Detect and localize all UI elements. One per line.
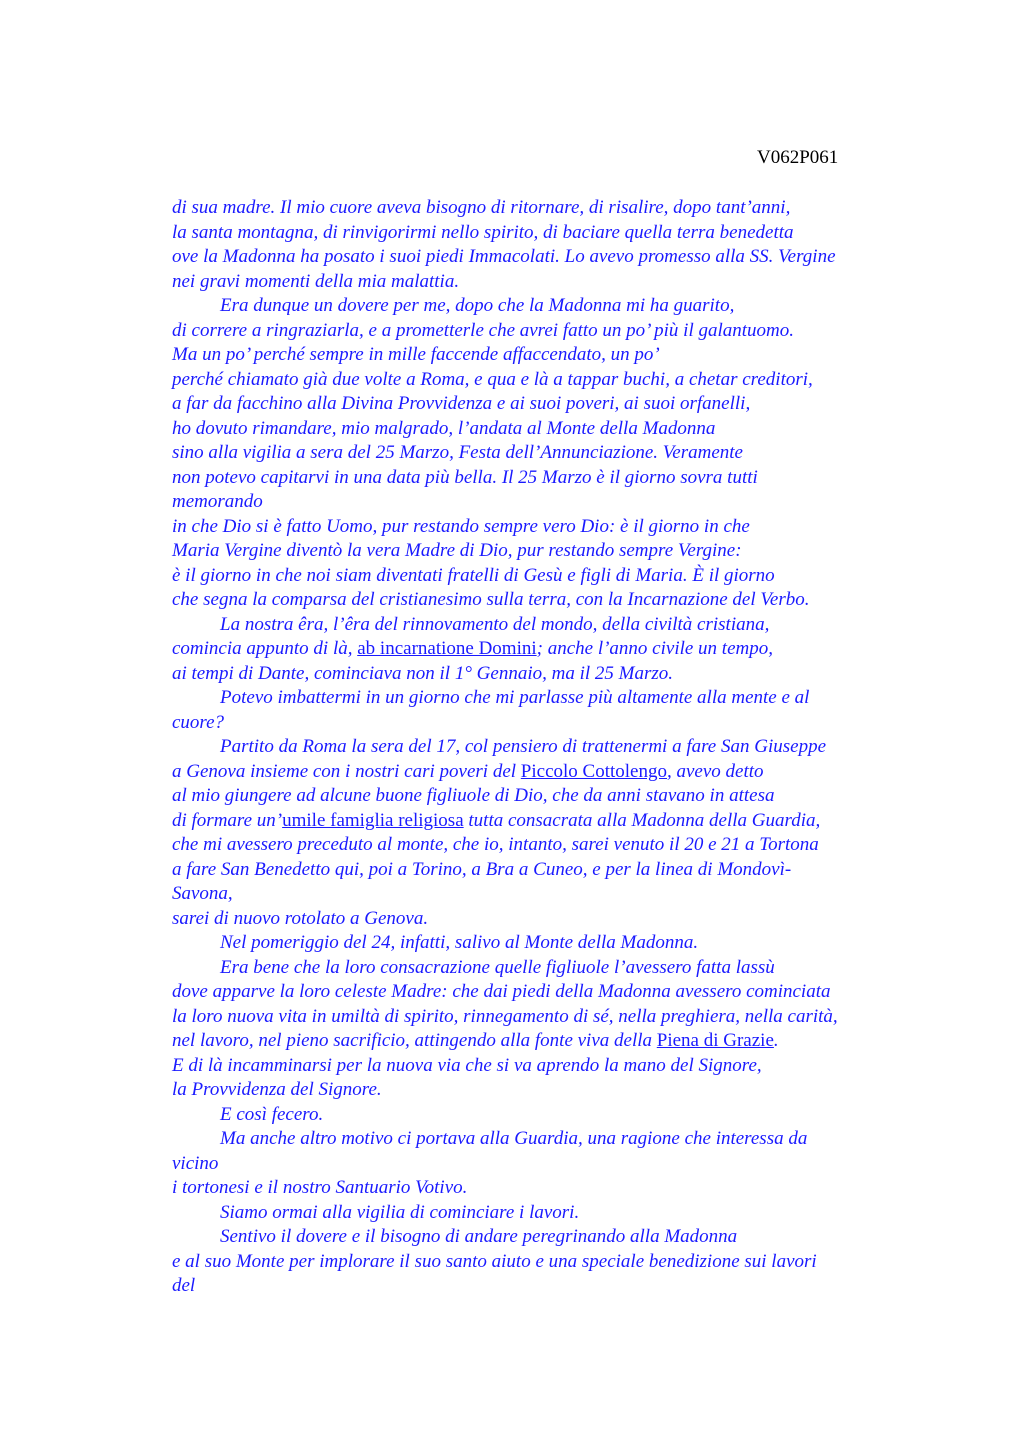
text-line [172, 1005, 932, 1030]
underlined-text: Piccolo Cottolengo [520, 760, 667, 782]
text-line [172, 221, 932, 246]
text-line [172, 564, 932, 589]
text-line [172, 613, 932, 638]
text-segment: Nel pomeriggio del 24, infatti, salivo al Monte della Madonna. [220, 932, 699, 953]
text-segment: in che Dio si è fatto Uomo, pur restando sempre vero Dio: è il giorno in che [172, 515, 750, 537]
text-line [172, 1274, 932, 1299]
text-segment: sarei di nuovo rotolato a Genova. [172, 907, 429, 929]
underlined-text: umile famiglia religiosa [282, 809, 464, 831]
text-line [172, 637, 932, 662]
text-segment: Ma un po’ perché sempre in mille faccende affaccendato, un po’ [172, 344, 660, 365]
text-line [172, 1078, 932, 1103]
text-segment: Maria Vergine diventò la vera Madre di Dio, pur restando sempre Vergine: [172, 540, 742, 561]
text-line [172, 343, 932, 368]
text-line [172, 466, 932, 491]
text-segment: comincia appunto di là, [172, 638, 358, 659]
underlined-text: ab incarnatione Domini [357, 638, 537, 659]
text-line [172, 1103, 932, 1128]
text-line [172, 858, 932, 883]
text-segment: ove la Madonna ha posato i suoi piedi Immacolati. Lo avevo promesso alla SS. Vergine [172, 246, 836, 267]
text-line [172, 294, 932, 319]
text-segment: la Provvidenza del Signore. [172, 1079, 382, 1100]
text-segment: di sua madre. Il mio cuore aveva bisogno di ritornare, di risalire, dopo tant’anni, [172, 197, 791, 218]
text-line [172, 784, 932, 809]
text-line [172, 490, 932, 515]
text-segment: la santa montagna, di rinvigorirmi nello spirito, di baciare quella terra benedetta [172, 221, 794, 243]
text-line [172, 833, 932, 858]
text-segment: La nostra êra, l’êra del rinnovamento del mondo, della civiltà cristiana, [220, 613, 770, 635]
text-segment: è il giorno in che noi siam diventati fratelli di Gesù e figli di Maria. È il giorno [172, 564, 775, 586]
text-line [172, 956, 932, 981]
text-line [172, 441, 932, 466]
underlined-text: Piena di Grazie [656, 1030, 774, 1051]
text-segment: tutta consacrata alla Madonna della Guardia, [463, 809, 821, 831]
text-segment: perché chiamato già due volte a Roma, e qua e là a tappar buchi, a chetar creditori, [172, 368, 813, 390]
text-segment: dove apparve la loro celeste Madre: che dai piedi della Madonna avessero cominciata [172, 981, 831, 1002]
text-line [172, 711, 932, 736]
text-segment: nel lavoro, nel pieno sacrificio, attingendo alla fonte viva della [172, 1030, 657, 1051]
text-segment: . [773, 1030, 779, 1051]
text-line [172, 515, 932, 540]
text-segment: Partito da Roma la sera del 17, col pensiero di trattenermi a fare San Giuseppe [220, 736, 826, 757]
text-segment: ho dovuto rimandare, mio malgrado, l’andata al Monte della Madonna [172, 417, 716, 439]
text-line [172, 588, 932, 613]
text-line [172, 980, 932, 1005]
text-line [172, 196, 932, 221]
text-segment: la loro nuova vita in umiltà di spirito, rinnegamento di sé, nella preghiera, nella carità, [172, 1005, 838, 1027]
text-segment: che segna la comparsa del cristianesimo sulla terra, con la Incarnazione del Verbo. [172, 589, 810, 610]
text-line [172, 1152, 932, 1177]
text-line [172, 1201, 932, 1226]
text-segment: Potevo imbattermi in un giorno che mi parlasse più altamente alla mente e al [220, 687, 810, 708]
text-segment: sino alla vigilia a sera del 25 Marzo, Festa dell’Annunciazione. Veramente [172, 442, 743, 463]
text-segment: al mio giungere ad alcune buone figliuole di Dio, che da anni stavano in attesa [172, 785, 775, 806]
text-segment: del [172, 1275, 196, 1296]
text-segment: ; anche l’anno civile un tempo, [536, 638, 773, 659]
text-segment: a far da facchino alla Divina Provvidenza e ai suoi poveri, ai suoi orfanelli, [172, 393, 751, 414]
text-segment: Ma anche altro motivo ci portava alla Guardia, una ragione che interessa da [220, 1128, 808, 1149]
text-segment: Sentivo il dovere e il bisogno di andare peregrinando alla Madonna [220, 1226, 738, 1247]
text-line [172, 392, 932, 417]
body-text [172, 196, 932, 1299]
text-line [172, 319, 932, 344]
text-segment: E così fecero. [220, 1103, 324, 1125]
text-line [172, 735, 932, 760]
text-line [172, 539, 932, 564]
text-line [172, 245, 932, 270]
text-segment: non potevo capitarvi in una data più bella. Il 25 Marzo è il giorno sovra tutti [172, 466, 758, 488]
text-segment: nei gravi momenti della mia malattia. [172, 270, 460, 292]
text-segment: e al suo Monte per implorare il suo santo aiuto e una speciale benedizione sui lavori [172, 1250, 817, 1272]
text-segment: vicino [172, 1152, 219, 1174]
text-line [172, 882, 932, 907]
text-segment: di formare un’ [172, 809, 283, 831]
text-line [172, 1029, 932, 1054]
text-line [172, 760, 932, 785]
text-line [172, 368, 932, 393]
text-line [172, 662, 932, 687]
text-segment: E di là incamminarsi per la nuova via che si va aprendo la mano del Signore, [172, 1054, 762, 1076]
text-segment: ai tempi di Dante, cominciava non il 1° Gennaio, ma il 25 Marzo. [172, 662, 674, 684]
text-segment: che mi avessero preceduto al monte, che io, intanto, sarei venuto il 20 e 21 a Tortona [172, 834, 819, 855]
text-line [172, 907, 932, 932]
text-segment: memorando [172, 491, 263, 512]
text-segment: a fare San Benedetto qui, poi a Torino, a Bra a Cuneo, e per la linea di Mondovì- [172, 858, 792, 880]
text-line [172, 1176, 932, 1201]
text-segment: a Genova insieme con i nostri cari poveri del [172, 760, 521, 782]
text-segment: Era dunque un dovere per me, dopo che la Madonna mi ha guarito, [220, 295, 735, 316]
text-segment: cuore? [172, 711, 225, 733]
text-line [172, 686, 932, 711]
text-line [172, 1054, 932, 1079]
text-line [172, 931, 932, 956]
page-id: V062P061 [757, 147, 839, 168]
text-line [172, 1250, 932, 1275]
text-segment: i tortonesi e il nostro Santuario Votivo. [172, 1177, 468, 1198]
text-segment: Era bene che la loro consacrazione quelle figliuole l’avessero fatta lassù [220, 956, 775, 978]
text-line [172, 270, 932, 295]
text-line [172, 809, 932, 834]
text-segment: Savona, [172, 883, 233, 904]
text-line [172, 417, 932, 442]
text-line [172, 1225, 932, 1250]
text-segment: di correre a ringraziarla, e a prometterle che avrei fatto un po’ più il galantuomo. [172, 319, 795, 341]
text-line [172, 1127, 932, 1152]
text-segment: , avevo detto [666, 760, 764, 782]
text-segment: Siamo ormai alla vigilia di cominciare i lavori. [220, 1201, 580, 1223]
